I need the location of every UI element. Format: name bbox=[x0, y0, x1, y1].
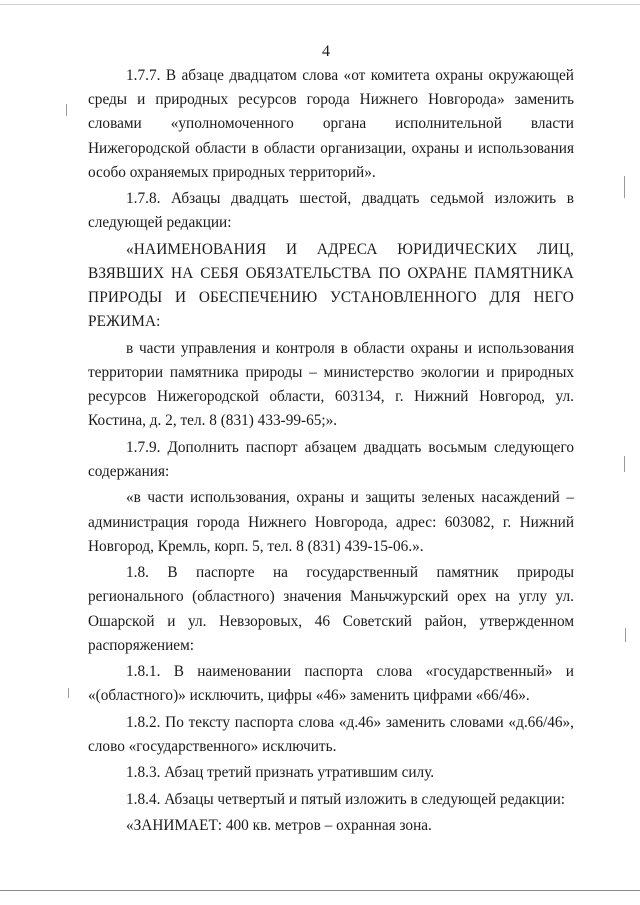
paragraph-1-8-1: 1.8.1. В наименовании паспорта слова «государственный» и «(областного)» исключить, цифры «46» заменить цифрами «66/46». bbox=[88, 663, 574, 705]
paragraph-1-8-3: 1.8.3. Абзац третий признать утратившим силу. bbox=[126, 764, 435, 782]
paragraph-1-8-2: 1.8.2. По тексту паспорта слова «д.46» заменить словами «д.66/46», слово «государственного» исключить. bbox=[88, 713, 574, 755]
paragraph-1-8: 1.8. В паспорте на государственный памятник природы регионального (областного) значения Маньчжурский орех на углу ул. Ошарской и ул. Невзоровых, 46 Советский район, утвержденном распоряжением: bbox=[88, 564, 574, 654]
paragraph-green-spaces: «в части использования, охраны и защиты зеленых насаждений – администрация города Нижнего Новгорода, адрес: 603082, г. Нижний Новгород, Кремль, корп. 5, тел. 8 (831) 439-15-06.». bbox=[88, 489, 574, 555]
scan-speck bbox=[68, 688, 69, 698]
scan-speck bbox=[624, 176, 625, 198]
scan-edge-bottom bbox=[0, 890, 640, 891]
scan-speck bbox=[625, 628, 626, 642]
document-page bbox=[88, 40, 574, 841]
paragraph-management-control: в части управления и контроля в области охраны и использования территории памятника природы – министерство экологии и природных ресурсов Нижегородской области, 603134, г. Нижний Новгород, ул. Костина, д. 2, тел. 8 (831) 433-99-65;». bbox=[88, 339, 574, 430]
page-number: 4 bbox=[322, 43, 330, 60]
paragraph-legal-entities-heading: «НАИМЕНОВАНИЯ И АДРЕСА ЮРИДИЧЕСКИХ ЛИЦ, ВЗЯВШИХ НА СЕБЯ ОБЯЗАТЕЛЬСТВА ПО ОХРАНЕ ПАМЯТНИКА ПРИРОДЫ И ОБЕСПЕЧЕНИЮ УСТАНОВЛЕННОГО ДЛЯ НЕГО РЕЖИМА: bbox=[88, 240, 574, 331]
paragraph-1-7-7: 1.7.7. В абзаце двадцатом слова «от комитета охраны окружающей среды и природных ресурсов города Нижнего Новгорода» заменить словами «уполномоченного органа исполнительной власти Нижегородской области в области организации, охраны и использования особо охраняемых природных территорий». bbox=[88, 67, 574, 181]
paragraph-1-7-9: 1.7.9. Дополнить паспорт абзацем двадцать восьмым следующего содержания: bbox=[88, 438, 574, 480]
paragraph-1-8-4: 1.8.4. Абзацы четвертый и пятый изложить в следующей редакции: bbox=[126, 790, 566, 808]
scan-speck bbox=[624, 456, 625, 472]
paragraph-1-7-8: 1.7.8. Абзацы двадцать шестой, двадцать седьмой изложить в следующей редакции: bbox=[88, 190, 574, 232]
paragraph-area-occupied: «ЗАНИМАЕТ: 400 кв. метров – охранная зона. bbox=[126, 817, 432, 835]
scan-edge-top bbox=[0, 4, 640, 5]
scan-speck bbox=[66, 104, 67, 116]
